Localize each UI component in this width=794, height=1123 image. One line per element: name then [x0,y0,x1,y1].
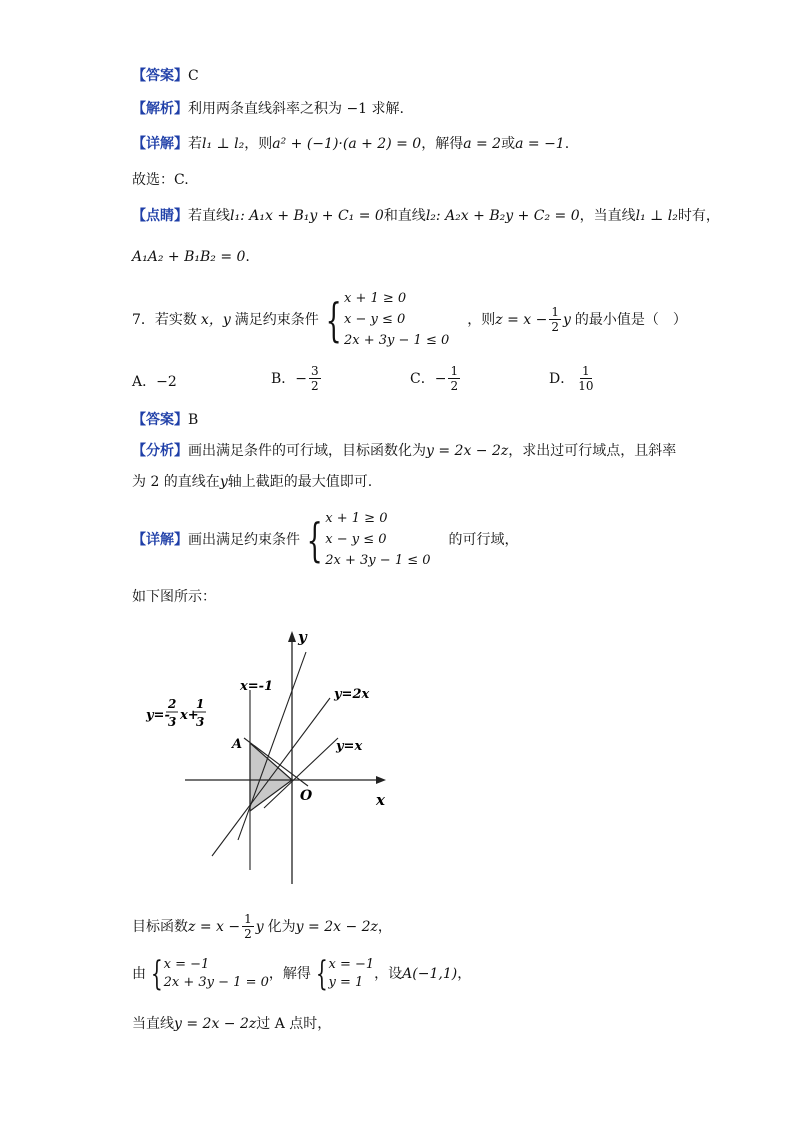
q7-target-frac [242,912,254,941]
q7-target-eq: y = 2x − 2z [295,918,378,935]
q6-analysis-line [132,99,404,119]
line3-label-n2: 1 [196,697,205,711]
line3-label-d2: 3 [196,715,205,729]
q7-as-shown: 如下图所示： [132,589,216,605]
q6-comment-eq: A₁A₂ + B₁B₂ = 0 [132,249,246,265]
label-y-x: y=x [336,739,363,754]
label-y-2x: y=2x [334,687,370,702]
brace-icon: { [306,512,323,567]
q6-detail-eq: a² + (−1)·(a + 2) = 0 [272,136,422,152]
q6-detail-cond: l₁ ⊥ l₂ [202,136,245,152]
q7-last-a: 当直线 [132,1016,174,1032]
q6-comment-line [132,206,720,226]
q6-detail-sol2: a = −1 [515,136,565,152]
option-a[interactable] [132,372,177,392]
constraint-1: x + 1 ≥ 0 [344,291,407,306]
q7-fenxi-1a: 画出满足条件的可行域，目标函数化为 [188,443,426,459]
q7-detail-a: 画出满足约束条件 [188,531,300,548]
constraint-3: 2x + 3y − 1 ≤ 0 [325,553,431,568]
q7-detail-line [132,508,519,571]
q6-detail-or: 或 [501,136,516,152]
option-c-label: C． [410,370,435,387]
q7-fenxi-1b: ，求出过可行域点，且斜率 [508,443,677,459]
q7-last-eq: y = 2x − 2z [174,1016,257,1032]
q6-detail-mid: ，则 [244,136,273,152]
constraint-3: 2x + 3y − 1 ≤ 0 [344,333,450,348]
q6-detail-prefix: 若 [188,136,202,152]
q7-target-b: 化为 [267,918,296,935]
q7-z-lhs: z = x − [495,311,548,328]
q6-comment-perp: l₁ ⊥ l₂ [635,208,678,224]
q7-z-rhs: y [562,311,571,328]
q7-fenxi-2a: 为 2 的直线在 [132,474,220,490]
q7-target-c: ， [377,918,392,935]
brace-icon: { [315,954,328,994]
q7-stem-vars: x，y [200,311,231,328]
origin-label: O [300,788,313,804]
q7-target-z: z = x − [188,918,241,935]
sys-sol-1: x = −1 [328,957,375,972]
q6-comment-l2: l₂: A₂x + B₂y + C₂ = 0 [425,208,580,224]
axis-y-label: y [298,628,307,646]
frac-num: 1 [244,912,252,926]
detail-tag: 【详解】 [132,136,188,152]
q7-set-a: ，设 [374,966,403,982]
q6-detail-line [132,134,569,154]
q6-detail-sol: a = 2 [463,136,502,152]
q7-constraint-system [319,288,450,351]
q6-analysis: 利用两条直线斜率之积为 −1 求解. [188,101,404,117]
line3-label-mid: x+ [180,708,199,723]
q7-eq-system [146,956,269,992]
q7-detail-b: 的可行域， [448,531,519,548]
sys-eq-1: x = −1 [163,957,210,972]
q7-solve-line [132,956,471,992]
q7-fenxi-2b: 轴上截距的最大值即可. [227,474,373,490]
q7-target-y: y [255,918,264,935]
option-d[interactable] [549,364,598,393]
q6-comment-end: . [245,249,250,265]
frac-den: 2 [244,927,252,941]
constraint-1: x + 1 ≥ 0 [325,511,388,526]
analysis-tag: 【解析】 [132,101,188,117]
q7-fenxi-line2 [132,472,372,492]
q6-comment-and: 和直线 [383,208,426,224]
q7-stem-prefix: 7．若实数 [132,311,197,328]
frac-num: 3 [311,364,319,378]
line3-label-pre: y=- [146,708,170,723]
option-b-label: B． [271,370,296,387]
q7-stem-mid: 满足约束条件 [234,311,319,328]
option-d-frac [576,364,595,393]
sys-eq-2: 2x + 3y − 1 = 0 [163,975,269,990]
q7-answer: B [188,412,199,428]
q7-target-a: 目标函数 [132,918,188,935]
q7-answer-line [132,410,198,430]
q7-solve: ，解得 [268,966,311,982]
option-a-value: −2 [156,374,177,390]
sys-sol-2: y = 1 [328,975,364,990]
option-b-frac [309,364,321,393]
constraint-2: x − y ≤ 0 [325,532,387,547]
point-a-label: A [232,737,243,752]
q7-fenxi-line1 [132,441,676,461]
line3-label-n1: 2 [168,697,177,711]
q7-fenxi-eq: y = 2x − 2z [426,443,509,459]
q7-stem-then: ，则 [467,311,496,328]
q7-z-frac [549,305,561,334]
q6-detail-mid2: ，解得 [421,136,464,152]
frac-num: 1 [551,305,559,319]
q7-last-b: 过 A 点时， [256,1016,332,1032]
x-axis-arrow-icon [376,776,386,784]
q6-comment-tail: 时有， [677,208,720,224]
constraint-2: x − y ≤ 0 [344,312,406,327]
option-b-sign: − [295,370,308,387]
line3-label-d1: 3 [168,715,177,729]
option-c-frac [448,364,460,393]
answer-tag: 【答案】 [132,412,188,428]
y-axis-arrow-icon [288,631,296,642]
feasible-region-figure [140,622,400,890]
option-b[interactable] [271,364,323,393]
q7-target-line [132,912,392,941]
option-c[interactable] [410,364,462,393]
brace-icon: { [325,292,342,347]
frac-den: 2 [450,379,459,393]
q7-stem [132,288,687,351]
frac-den: 2 [551,320,559,334]
q6-answer: C [188,68,199,84]
q6-comment-when: ，当直线 [579,208,636,224]
q7-from: 由 [132,966,146,982]
option-c-sign: − [434,370,447,387]
frac-num: 1 [450,364,459,378]
q6-comment-l1: l₁: A₁x + B₁y + C₁ = 0 [230,208,384,224]
q7-last-line [132,1014,331,1034]
frac-den: 10 [578,379,594,393]
detail-tag: 【详解】 [132,531,188,548]
frac-num: 1 [582,364,590,378]
comment-tag: 【点睛】 [132,208,188,224]
axis-x-label: x [376,791,385,809]
q7-fenxi-y: y [219,474,228,490]
q7-detail-system [300,508,431,571]
q7-point-a: A(−1,1) [402,966,458,982]
q7-sol-system [311,956,374,992]
frac-den: 2 [311,379,319,393]
q6-answer-line [132,66,199,86]
q7-stem-tail: 的最小值是（ ） [574,311,687,328]
brace-icon: { [150,954,163,994]
q6-comment-eq-line [132,247,250,267]
answer-tag: 【答案】 [132,68,188,84]
q6-choose-line: 故选：C. [132,172,189,188]
label-x-eq-neg1: x=-1 [240,679,274,694]
line-y-2x [212,698,330,856]
q6-comment-prefix: 若直线 [188,208,230,224]
q7-set-end: ， [457,966,472,982]
q6-detail-end: . [564,136,570,152]
fenxi-tag: 【分析】 [132,443,188,459]
option-d-label: D． [549,370,575,387]
option-a-label: A． [132,374,157,390]
